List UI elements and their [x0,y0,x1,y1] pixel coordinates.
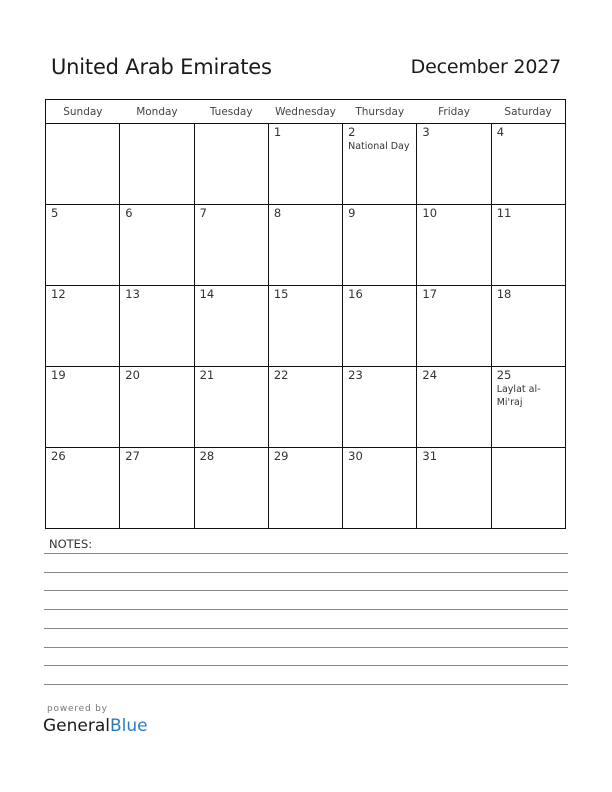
day-number: 1 [273,125,282,139]
note-line [44,553,568,554]
day-cell [46,205,120,286]
day-number: 15 [273,287,289,301]
day-cell [46,367,120,448]
day-cell [491,124,565,205]
day-number: 6 [125,206,133,220]
day-cell [46,448,120,529]
week-row [46,367,566,448]
day-number: 24 [422,368,438,382]
day-number: 16 [348,287,363,301]
day-cell [194,367,268,448]
day-number: 2 [348,125,356,139]
day-cell [343,124,417,205]
day-cell [268,367,342,448]
powered-by-text: powered by [47,704,108,714]
day-cell [120,286,194,367]
day-cell [343,205,417,286]
day-cell [268,205,342,286]
holiday-label: Laylat al-Mi'raj [496,384,541,408]
day-number: 11 [496,206,512,220]
weekday-saturday: Saturday [491,100,565,124]
day-number: 25 [496,368,512,382]
note-line [44,590,568,591]
day-number: 23 [348,368,363,382]
day-cell [417,367,491,448]
day-cell [194,286,268,367]
day-number: 22 [273,368,289,382]
day-number: 12 [51,287,66,301]
day-number: 29 [273,449,289,463]
day-cell [120,124,194,205]
country-title: United Arab Emirates [51,55,272,79]
day-number: 14 [199,287,215,301]
week-row [46,448,566,529]
day-number: 28 [199,449,215,463]
note-line [44,647,568,648]
day-number: 5 [51,206,59,220]
day-number: 30 [348,449,363,463]
day-cell [491,367,565,448]
note-line [44,684,568,685]
day-number: 17 [422,287,438,301]
day-cell [417,124,491,205]
week-row [46,286,566,367]
day-number: 7 [199,206,207,220]
note-line [44,628,568,629]
day-cell [46,124,120,205]
day-number: 20 [125,368,140,382]
brand-blue: Blue [110,716,148,736]
day-cell [46,286,120,367]
brand-general: General [43,716,110,736]
day-cell [343,286,417,367]
day-cell [417,205,491,286]
week-row [46,205,566,286]
day-number: 4 [496,125,505,139]
day-cell [268,448,342,529]
day-number: 18 [496,287,512,301]
day-number: 19 [51,368,66,382]
day-cell [343,367,417,448]
note-line [44,665,568,666]
weekday-thursday: Thursday [343,100,417,124]
week-row [46,124,566,205]
weekday-header-row [46,100,566,124]
day-number: 3 [422,125,430,139]
day-cell [268,124,342,205]
day-cell [194,124,268,205]
day-number: 10 [422,206,438,220]
day-number: 27 [125,449,140,463]
day-cell [194,205,268,286]
day-cell [491,286,565,367]
day-cell [120,367,194,448]
day-number: 8 [273,206,282,220]
day-cell [120,448,194,529]
notes-label: NOTES: [49,537,93,551]
note-line [44,609,568,610]
weekday-friday: Friday [417,100,491,124]
day-cell [194,448,268,529]
day-number: 31 [422,449,438,463]
day-number: 21 [199,368,215,382]
weekday-monday: Monday [120,100,194,124]
day-cell [343,448,417,529]
day-cell [268,286,342,367]
day-cell [417,286,491,367]
day-cell [491,448,565,529]
month-year-title: December 2027 [410,56,561,78]
day-number: 9 [348,206,356,220]
day-number: 13 [125,287,140,301]
weekday-sunday: Sunday [46,100,120,124]
generalblue-logo [43,716,148,736]
weekday-tuesday: Tuesday [194,100,268,124]
day-cell [491,205,565,286]
note-line [44,572,568,573]
holiday-label: National Day [348,141,410,152]
day-cell [417,448,491,529]
calendar-grid [45,99,566,529]
weekday-wednesday: Wednesday [268,100,342,124]
day-cell [120,205,194,286]
day-number: 26 [51,449,66,463]
